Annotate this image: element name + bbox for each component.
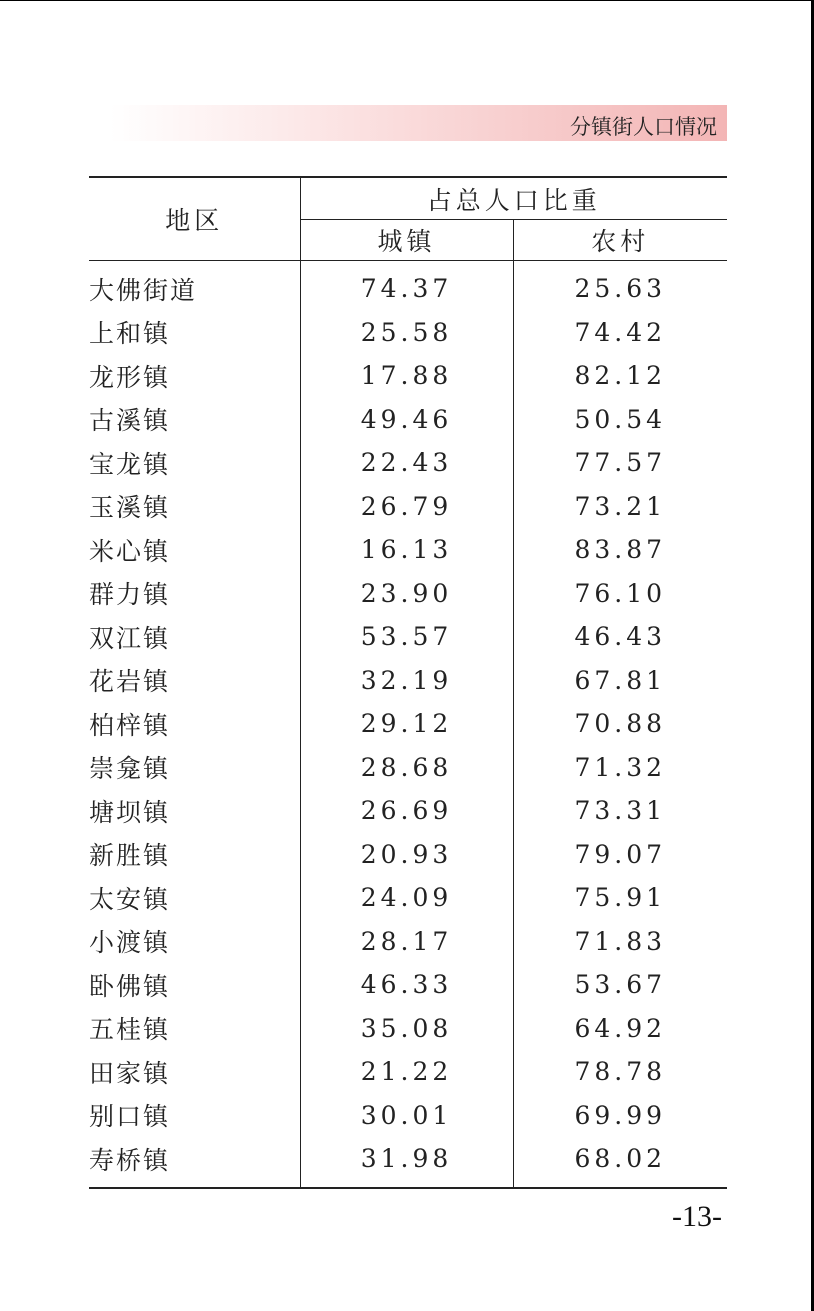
rural-share-cell: 67.81 — [574, 665, 667, 695]
urban-share-cell: 46.33 — [300, 963, 513, 1007]
table-row — [89, 1094, 727, 1138]
table-row — [89, 398, 727, 442]
rural-share-cell: 78.78 — [574, 1057, 667, 1087]
region-cell: 大佛街道 — [89, 261, 300, 311]
region-cell: 小渡镇 — [89, 920, 300, 964]
table-row — [89, 615, 727, 659]
table-row — [89, 261, 727, 311]
rural-share-cell: 73.21 — [574, 491, 667, 521]
region-cell: 群力镇 — [89, 572, 300, 616]
table-row — [89, 311, 727, 355]
page-number: -13- — [672, 1200, 722, 1233]
region-cell: 柏梓镇 — [89, 702, 300, 746]
region-cell: 宝龙镇 — [89, 441, 300, 485]
rural-share-cell: 25.63 — [574, 274, 667, 304]
urban-share-cell: 74.37 — [300, 261, 513, 311]
table-row — [89, 746, 727, 790]
urban-share-cell: 28.68 — [300, 746, 513, 790]
urban-share-cell: 32.19 — [300, 659, 513, 703]
region-cell: 花岩镇 — [89, 659, 300, 703]
rural-share-cell: 73.31 — [574, 796, 667, 826]
urban-share-cell: 26.69 — [300, 789, 513, 833]
table-row — [89, 833, 727, 877]
page-frame-top — [0, 0, 812, 1]
table-row — [89, 354, 727, 398]
table-row — [89, 659, 727, 703]
table-row — [89, 1007, 727, 1051]
table-row — [89, 789, 727, 833]
rural-share-cell: 71.32 — [574, 752, 667, 782]
urban-share-cell: 29.12 — [300, 702, 513, 746]
urban-share-cell: 28.17 — [300, 920, 513, 964]
rural-share-cell: 64.92 — [574, 1013, 667, 1043]
table-row — [89, 528, 727, 572]
region-cell: 塘坝镇 — [89, 789, 300, 833]
rural-share-cell: 77.57 — [574, 448, 667, 478]
region-column-header: 地区 — [89, 177, 300, 261]
region-cell: 古溪镇 — [89, 398, 300, 442]
region-cell: 田家镇 — [89, 1050, 300, 1094]
region-cell: 米心镇 — [89, 528, 300, 572]
region-cell: 寿桥镇 — [89, 1137, 300, 1188]
region-cell: 卧佛镇 — [89, 963, 300, 1007]
urban-share-cell: 25.58 — [300, 311, 513, 355]
table-row — [89, 1137, 727, 1188]
rural-share-cell: 82.12 — [574, 361, 667, 391]
table-row — [89, 441, 727, 485]
table-row — [89, 702, 727, 746]
urban-share-cell: 53.57 — [300, 615, 513, 659]
rural-share-cell: 68.02 — [574, 1144, 667, 1174]
section-banner — [110, 105, 727, 141]
urban-share-cell: 49.46 — [300, 398, 513, 442]
urban-column-header: 城镇 — [300, 220, 513, 261]
urban-share-cell: 22.43 — [300, 441, 513, 485]
urban-share-cell: 30.01 — [300, 1094, 513, 1138]
rural-share-cell: 70.88 — [574, 709, 667, 739]
rural-share-cell: 46.43 — [574, 622, 667, 652]
urban-share-cell: 23.90 — [300, 572, 513, 616]
rural-share-cell: 76.10 — [574, 578, 667, 608]
region-cell: 太安镇 — [89, 876, 300, 920]
table-row — [89, 485, 727, 529]
urban-share-cell: 26.79 — [300, 485, 513, 529]
region-cell: 五桂镇 — [89, 1007, 300, 1051]
share-group-header: 占总人口比重 — [300, 177, 727, 220]
table-row — [89, 1050, 727, 1094]
table-row — [89, 876, 727, 920]
region-cell: 双江镇 — [89, 615, 300, 659]
table-row — [89, 920, 727, 964]
rural-share-cell: 79.07 — [574, 839, 667, 869]
urban-share-cell: 20.93 — [300, 833, 513, 877]
urban-share-cell: 31.98 — [300, 1137, 513, 1188]
urban-share-cell: 24.09 — [300, 876, 513, 920]
urban-share-cell: 16.13 — [300, 528, 513, 572]
rural-share-cell: 75.91 — [574, 883, 667, 913]
region-cell: 上和镇 — [89, 311, 300, 355]
rural-share-cell: 74.42 — [574, 317, 667, 347]
region-cell: 别口镇 — [89, 1094, 300, 1138]
rural-share-cell: 50.54 — [574, 404, 667, 434]
region-cell: 崇龛镇 — [89, 746, 300, 790]
rural-share-cell: 83.87 — [574, 535, 667, 565]
region-cell: 玉溪镇 — [89, 485, 300, 529]
rural-share-cell: 71.83 — [574, 926, 667, 956]
urban-share-cell: 21.22 — [300, 1050, 513, 1094]
region-cell: 龙形镇 — [89, 354, 300, 398]
rural-share-cell: 69.99 — [574, 1100, 667, 1130]
region-cell: 新胜镇 — [89, 833, 300, 877]
section-title: 分镇街人口情况 — [570, 115, 717, 139]
rural-column-header: 农村 — [513, 220, 727, 261]
population-table — [89, 176, 727, 1189]
table-body — [89, 261, 727, 1188]
rural-share-cell: 53.67 — [574, 970, 667, 1000]
urban-share-cell: 17.88 — [300, 354, 513, 398]
table-row — [89, 572, 727, 616]
urban-share-cell: 35.08 — [300, 1007, 513, 1051]
table-row — [89, 963, 727, 1007]
